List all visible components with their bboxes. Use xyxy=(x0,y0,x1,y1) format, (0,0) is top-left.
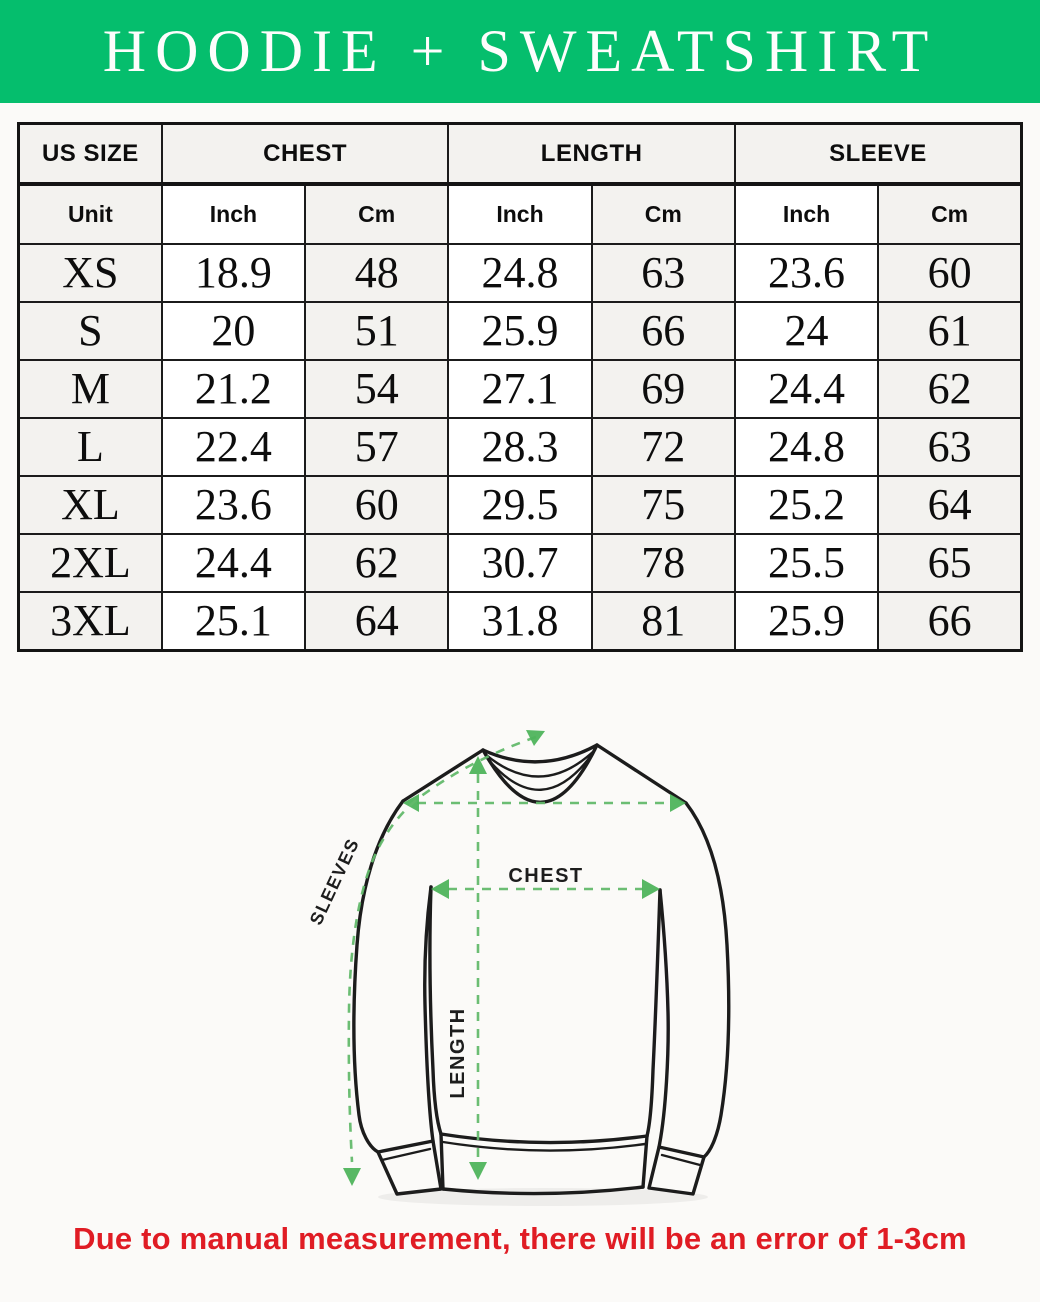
value-cell: 60 xyxy=(305,476,448,534)
value-cell: 51 xyxy=(305,302,448,360)
value-cell: 24.8 xyxy=(735,418,878,476)
value-cell: 57 xyxy=(305,418,448,476)
value-cell: 25.9 xyxy=(448,302,591,360)
sleeve-inch-head: Inch xyxy=(735,184,878,244)
value-cell: 63 xyxy=(592,244,735,302)
chest-arrow-right xyxy=(642,879,660,899)
size-table-head xyxy=(19,124,1022,245)
value-cell: 78 xyxy=(592,534,735,592)
shoulder-measure-line xyxy=(403,794,686,812)
table-row xyxy=(19,302,1022,360)
value-cell: 62 xyxy=(878,360,1021,418)
disclaimer-text: Due to manual measurement, there will be an error of 1-3cm xyxy=(73,1221,967,1256)
value-cell: 24.4 xyxy=(735,360,878,418)
value-cell: 25.9 xyxy=(735,592,878,651)
value-cell: 66 xyxy=(878,592,1021,651)
left-sleeve xyxy=(354,801,441,1194)
size-cell: L xyxy=(19,418,162,476)
body-right-edge xyxy=(647,890,660,1136)
table-row xyxy=(19,592,1022,651)
value-cell: 24.8 xyxy=(448,244,591,302)
value-cell: 48 xyxy=(305,244,448,302)
right-shoulder-seam xyxy=(597,745,686,803)
value-cell: 29.5 xyxy=(448,476,591,534)
chest-cm-head: Cm xyxy=(305,184,448,244)
value-cell: 25.5 xyxy=(735,534,878,592)
value-cell: 30.7 xyxy=(448,534,591,592)
value-cell: 27.1 xyxy=(448,360,591,418)
col-sleeve: SLEEVE xyxy=(735,124,1022,185)
value-cell: 65 xyxy=(878,534,1021,592)
value-cell: 21.2 xyxy=(162,360,305,418)
chest-label: CHEST xyxy=(508,865,584,887)
chest-inch-head: Inch xyxy=(162,184,305,244)
table-row xyxy=(19,418,1022,476)
sweatshirt-diagram xyxy=(280,690,800,1220)
value-cell: 75 xyxy=(592,476,735,534)
collar xyxy=(483,745,597,802)
value-cell: 23.6 xyxy=(735,244,878,302)
size-cell: M xyxy=(19,360,162,418)
value-cell: 23.6 xyxy=(162,476,305,534)
left-shoulder-seam xyxy=(403,750,483,801)
size-cell: 2XL xyxy=(19,534,162,592)
value-cell: 28.3 xyxy=(448,418,591,476)
col-chest: CHEST xyxy=(162,124,449,185)
body-left-edge xyxy=(430,887,441,1134)
value-cell: 64 xyxy=(878,476,1021,534)
size-table-body xyxy=(19,244,1022,651)
value-cell: 63 xyxy=(878,418,1021,476)
value-cell: 20 xyxy=(162,302,305,360)
right-sleeve xyxy=(649,803,729,1194)
value-cell: 31.8 xyxy=(448,592,591,651)
value-cell: 62 xyxy=(305,534,448,592)
unit-header-row xyxy=(19,184,1022,244)
size-table xyxy=(17,122,1023,652)
length-cm-head: Cm xyxy=(592,184,735,244)
value-cell: 54 xyxy=(305,360,448,418)
table-row xyxy=(19,360,1022,418)
value-cell: 22.4 xyxy=(162,418,305,476)
unit-label: Unit xyxy=(19,184,162,244)
value-cell: 18.9 xyxy=(162,244,305,302)
value-cell: 25.2 xyxy=(735,476,878,534)
length-inch-head: Inch xyxy=(448,184,591,244)
value-cell: 81 xyxy=(592,592,735,651)
sleeve-arrow-top xyxy=(526,730,545,746)
chest-measure-line xyxy=(431,865,660,899)
length-measure-line xyxy=(447,756,487,1180)
value-cell: 24.4 xyxy=(162,534,305,592)
sleeve-cm-head: Cm xyxy=(878,184,1021,244)
value-cell: 64 xyxy=(305,592,448,651)
value-cell: 25.1 xyxy=(162,592,305,651)
value-cell: 69 xyxy=(592,360,735,418)
sleeves-label: SLEEVES xyxy=(305,834,364,929)
value-cell: 60 xyxy=(878,244,1021,302)
value-cell: 72 xyxy=(592,418,735,476)
length-arrow-down xyxy=(469,1162,487,1180)
value-cell: 61 xyxy=(878,302,1021,360)
sleeve-arrow-bottom xyxy=(343,1168,361,1186)
size-cell: S xyxy=(19,302,162,360)
col-us-size: US SIZE xyxy=(19,124,162,185)
size-cell: XL xyxy=(19,476,162,534)
value-cell: 66 xyxy=(592,302,735,360)
page-title: HOODIE + SWEATSHIRT xyxy=(102,18,938,84)
size-cell: XS xyxy=(19,244,162,302)
col-length: LENGTH xyxy=(448,124,735,185)
size-cell: 3XL xyxy=(19,592,162,651)
table-row xyxy=(19,244,1022,302)
length-label: LENGTH xyxy=(447,1007,469,1099)
table-row xyxy=(19,534,1022,592)
group-header-row xyxy=(19,124,1022,185)
table-row xyxy=(19,476,1022,534)
value-cell: 24 xyxy=(735,302,878,360)
title-banner xyxy=(0,0,1040,103)
chest-arrow-left xyxy=(431,879,449,899)
